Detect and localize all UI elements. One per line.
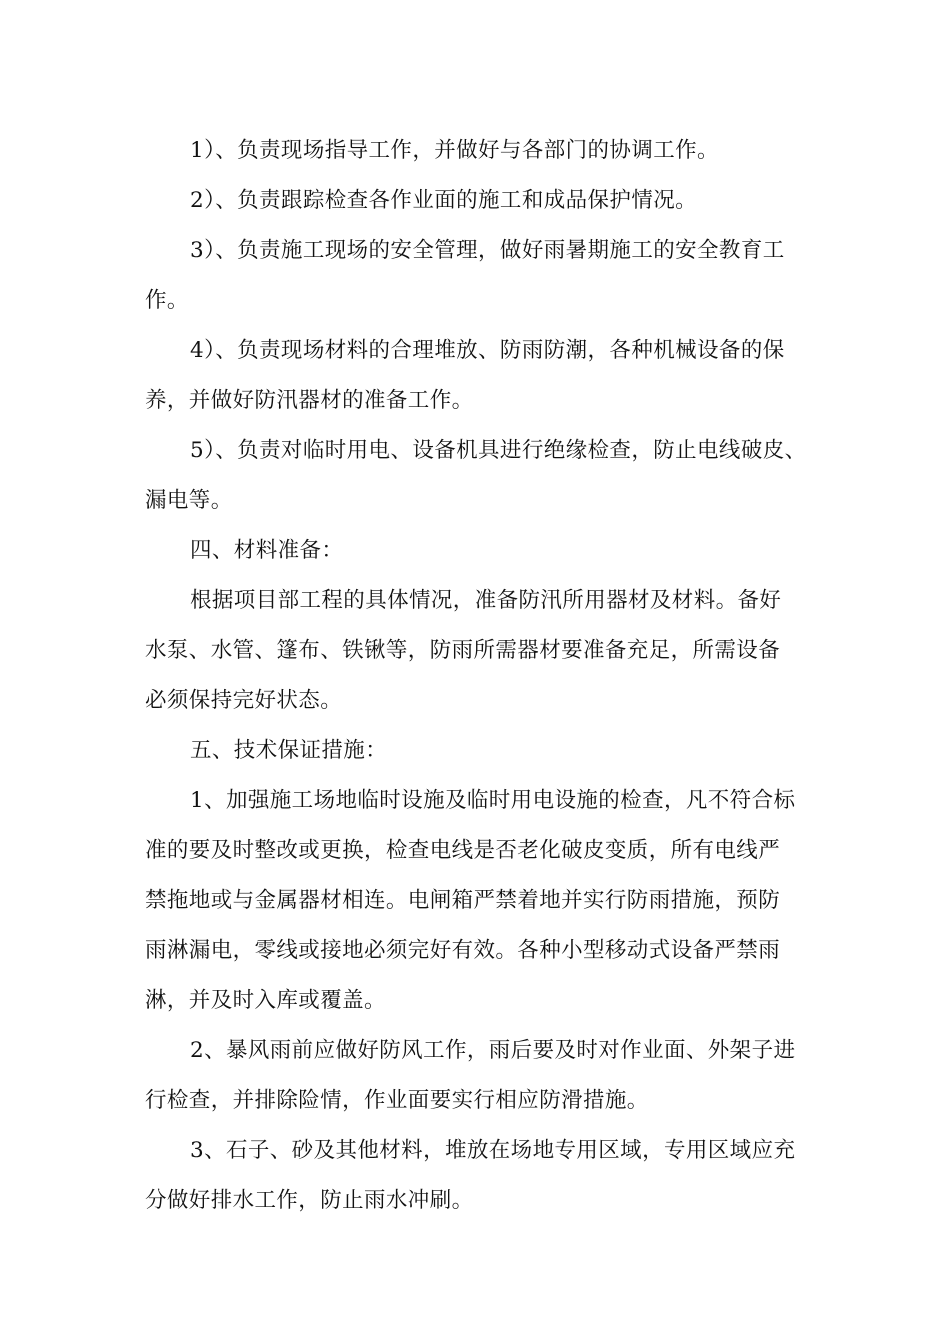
materials-paragraph-line-2: 水泵、水管、篷布、铁锹等，防雨所需器材要准备充足，所需设备 <box>145 638 781 663</box>
measure-3-line-1: 3、石子、砂及其他材料，堆放在场地专用区域，专用区域应充 <box>190 1138 796 1163</box>
measure-1-line-3: 禁拖地或与金属器材相连。电闸箱严禁着地并实行防雨措施，预防 <box>145 888 781 913</box>
item-3-text-cont: 作。 <box>145 288 189 313</box>
measure-1-line-4: 雨淋漏电，零线或接地必须完好有效。各种小型移动式设备严禁雨 <box>145 938 781 963</box>
measure-2-line-1: 2、暴风雨前应做好防风工作，雨后要及时对作业面、外架子进 <box>190 1038 796 1063</box>
measure-3-line-2: 分做好排水工作，防止雨水冲刷。 <box>145 1188 474 1213</box>
measure-1-line-2: 准的要及时整改或更换，检查电线是否老化破皮变质，所有电线严 <box>145 838 781 863</box>
item-1-text: 1）、负责现场指导工作，并做好与各部门的协调工作。 <box>190 138 719 163</box>
item-5-text: 5）、负责对临时用电、设备机具进行绝缘检查，防止电线破皮、 <box>190 438 807 463</box>
item-4-text-cont: 养，并做好防汛器材的准备工作。 <box>145 388 474 413</box>
item-3-text: 3）、负责施工现场的安全管理，做好雨暑期施工的安全教育工 <box>190 238 785 263</box>
measure-1-line-1: 1、加强施工场地临时设施及临时用电设施的检查，凡不符合标 <box>190 788 796 813</box>
measure-2-line-2: 行检查，并排除险情，作业面要实行相应防滑措施。 <box>145 1088 649 1113</box>
section-heading-measures: 五、技术保证措施： <box>190 738 388 763</box>
item-4-text: 4）、负责现场材料的合理堆放、防雨防潮，各种机械设备的保 <box>190 338 785 363</box>
materials-paragraph-line-1: 根据项目部工程的具体情况，准备防汛所用器材及材料。备好 <box>190 588 782 613</box>
item-2-text: 2）、负责跟踪检查各作业面的施工和成品保护情况。 <box>190 188 698 213</box>
section-heading-materials: 四、材料准备： <box>190 538 344 563</box>
materials-paragraph-line-3: 必须保持完好状态。 <box>145 688 343 713</box>
measure-1-line-5: 淋，并及时入库或覆盖。 <box>145 988 386 1013</box>
item-5-text-cont: 漏电等。 <box>145 488 233 513</box>
